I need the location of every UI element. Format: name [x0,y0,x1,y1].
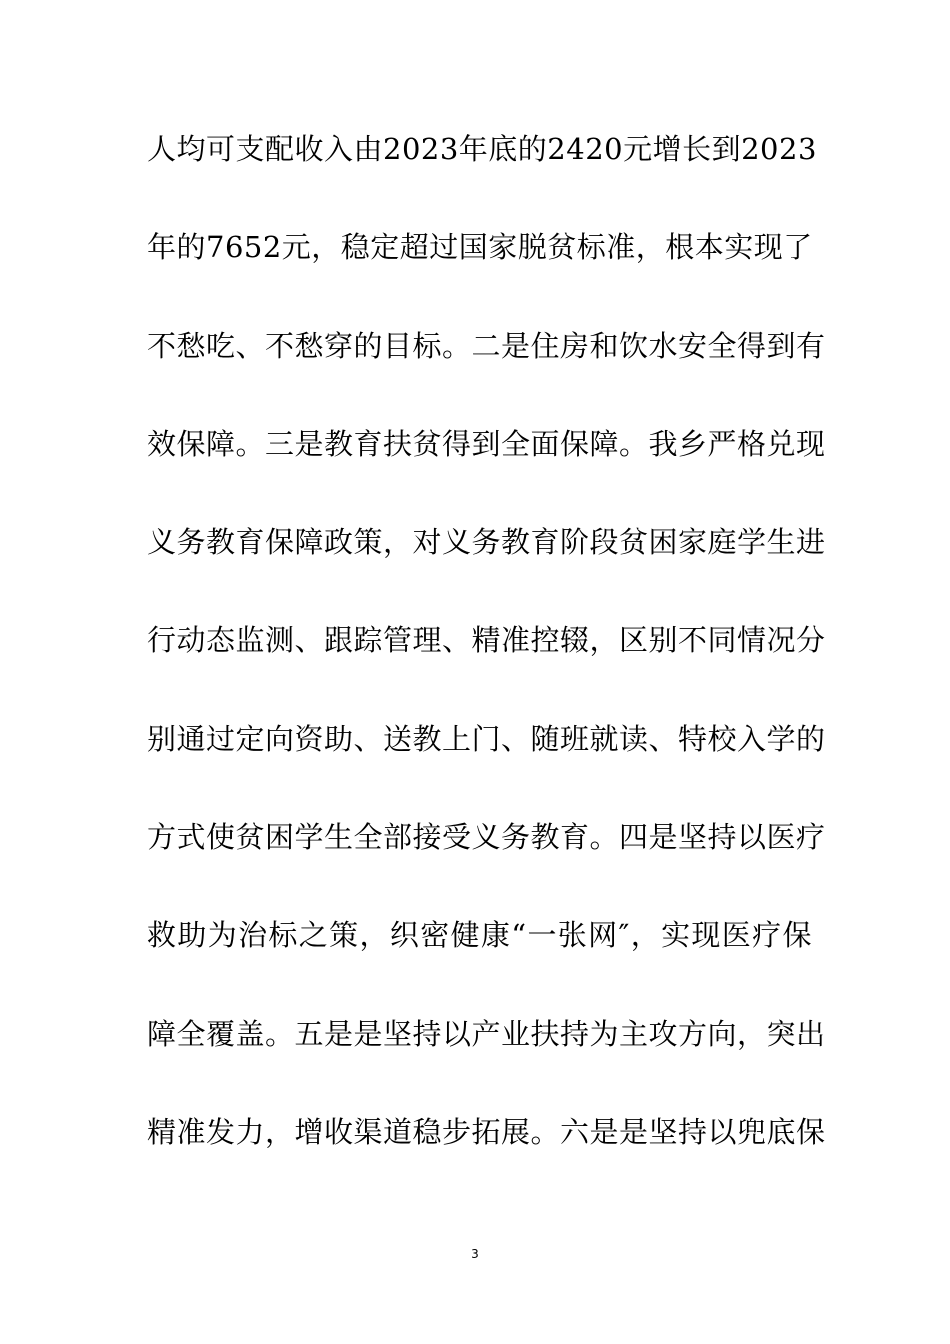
body-paragraph [147,124,826,1205]
text-line: 障全覆盖。五是是坚持以产业扶持为主攻方向，突出 [147,1016,826,1051]
page-number: 3 [471,1247,479,1261]
text-line: 精准发力，增收渠道稳步拓展。六是是坚持以兜底保 [147,1114,826,1149]
text-line: 效保障。三是教育扶贫得到全面保障。我乡严格兑现 [147,426,826,461]
text-line: 方式使贫困学生全部接受义务教育。四是坚持以医疗 [147,820,826,855]
text-line: 别通过定向资助、送教上门、随班就读、特校入学的 [147,721,826,756]
text-line: 行动态监测、跟踪管理、精准控辍，区别不同情况分 [147,623,826,658]
text-line: 救助为治标之策，织密健康“一张网″，实现医疗保 [147,918,812,953]
text-line: 人均可支配收入由2023年底的2420元增长到2023 [147,132,817,166]
text-line: 年的7652元，稳定超过国家脱贫标准，根本实现了 [147,230,813,265]
text-line: 不愁吃、不愁穿的目标。二是住房和饮水安全得到有 [147,328,826,363]
text-line: 义务教育保障政策，对义务教育阶段贫困家庭学生进 [147,525,826,560]
